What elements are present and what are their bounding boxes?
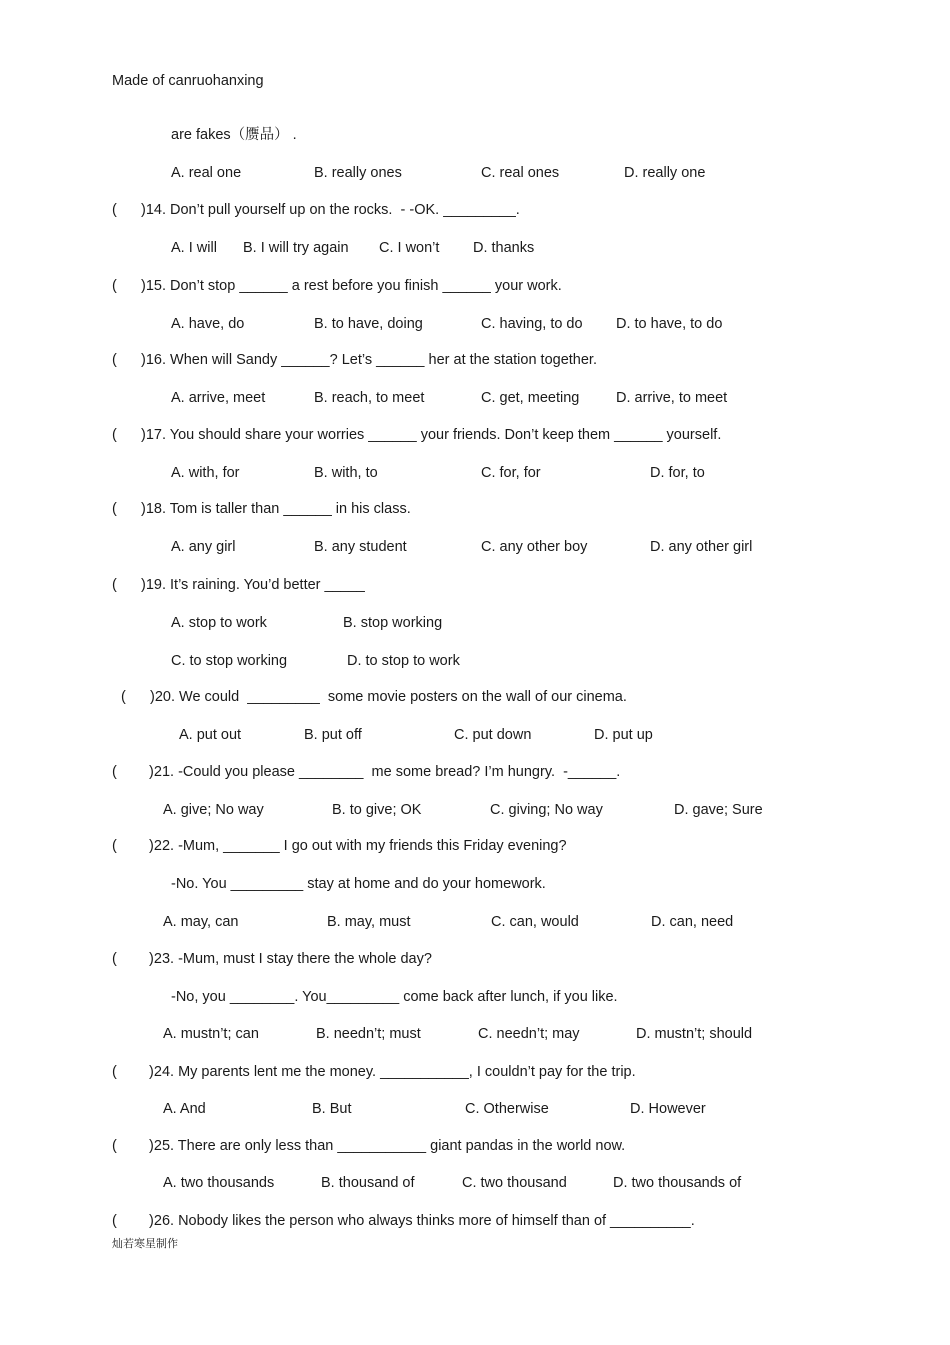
question-18: ( )18. Tom is taller than ______ in his class. (112, 501, 411, 517)
question-22: ( )22. -Mum, _______ I go out with my friends this Friday evening? (112, 838, 567, 854)
option-a: A. stop to work (171, 615, 267, 631)
option-c: C. real ones (481, 165, 560, 181)
option-b: B. any student (314, 539, 407, 555)
option-d: D. to stop to work (347, 653, 460, 669)
option-d: D. mustn’t; should (636, 1026, 753, 1042)
option-d: D. thanks (473, 240, 535, 256)
option-b: B. put off (304, 727, 362, 743)
option-b: B. may, must (327, 914, 411, 930)
option-b: B. But (312, 1101, 352, 1117)
option-a: A. two thousands (163, 1175, 275, 1191)
option-c: C. get, meeting (481, 390, 580, 406)
option-c: C. giving; No way (490, 802, 603, 818)
option-a: A. with, for (171, 465, 240, 481)
option-d: D. arrive, to meet (616, 390, 728, 406)
option-b: B. stop working (343, 615, 443, 631)
option-c: C. two thousand (462, 1175, 567, 1191)
question-25: ( )25. There are only less than ___________ giant pandas in the world now. (112, 1138, 626, 1154)
option-c: C. to stop working (171, 653, 288, 669)
option-a: A. arrive, meet (171, 390, 266, 406)
option-c: C. can, would (491, 914, 579, 930)
option-c: C. having, to do (481, 316, 583, 332)
option-d: D. gave; Sure (674, 802, 763, 818)
question-16: ( )16. When will Sandy ______? Let’s ______ her at the station together. (112, 352, 597, 368)
option-a: A. real one (171, 165, 242, 181)
option-b: B. really ones (314, 165, 402, 181)
question-26: ( )26. Nobody likes the person who always thinks more of himself than of __________. (112, 1213, 695, 1229)
page-header: Made of canruohanxing (112, 73, 264, 89)
option-b: B. to give; OK (332, 802, 422, 818)
option-a: A. have, do (171, 316, 245, 332)
option-c: C. needn’t; may (478, 1026, 580, 1042)
option-a: A. And (163, 1101, 206, 1117)
option-b: B. thousand of (321, 1175, 415, 1191)
option-a: A. any girl (171, 539, 236, 555)
page-footer: 灿若寒星制作 (112, 1237, 178, 1250)
option-a: A. I will (171, 240, 217, 256)
option-d: D. two thousands of (613, 1175, 742, 1191)
option-d: D. to have, to do (616, 316, 723, 332)
option-d: D. can, need (651, 914, 734, 930)
option-d: D. really one (624, 165, 706, 181)
option-c: C. any other boy (481, 539, 588, 555)
question-19: ( )19. It’s raining. You’d better _____ (112, 577, 365, 593)
question-14: ( )14. Don’t pull yourself up on the rocks. - -OK. _________. (112, 202, 520, 218)
option-a: A. give; No way (163, 802, 264, 818)
option-b: B. to have, doing (314, 316, 423, 332)
question-15: ( )15. Don’t stop ______ a rest before you finish ______ your work. (112, 278, 562, 294)
question-23: ( )23. -Mum, must I stay there the whole day? (112, 951, 432, 967)
option-c: C. for, for (481, 465, 541, 481)
option-c: C. Otherwise (465, 1101, 549, 1117)
option-b: B. I will try again (243, 240, 349, 256)
option-b: B. needn’t; must (316, 1026, 421, 1042)
option-a: A. may, can (163, 914, 239, 930)
option-b: B. reach, to meet (314, 390, 425, 406)
option-d: D. for, to (650, 465, 705, 481)
dialogue-reply: -No, you ________. You_________ come back after lunch, if you like. (171, 989, 618, 1005)
option-b: B. with, to (314, 465, 378, 481)
option-d: D. any other girl (650, 539, 753, 555)
question-continuation: are fakes（赝品） . (171, 127, 297, 143)
option-a: A. put out (179, 727, 242, 743)
option-c: C. put down (454, 727, 532, 743)
option-c: C. I won’t (379, 240, 440, 256)
question-20: ( )20. We could _________ some movie posters on the wall of our cinema. (121, 689, 627, 705)
option-a: A. mustn’t; can (163, 1026, 259, 1042)
option-d: D. However (630, 1101, 706, 1117)
dialogue-reply: -No. You _________ stay at home and do your homework. (171, 876, 546, 892)
question-24: ( )24. My parents lent me the money. ___________, I couldn’t pay for the trip. (112, 1064, 636, 1080)
question-17: ( )17. You should share your worries ______ your friends. Don’t keep them ______ yourself. (112, 427, 722, 443)
question-21: ( )21. -Could you please ________ me some bread? I’m hungry. -______. (112, 764, 621, 780)
option-d: D. put up (594, 727, 653, 743)
